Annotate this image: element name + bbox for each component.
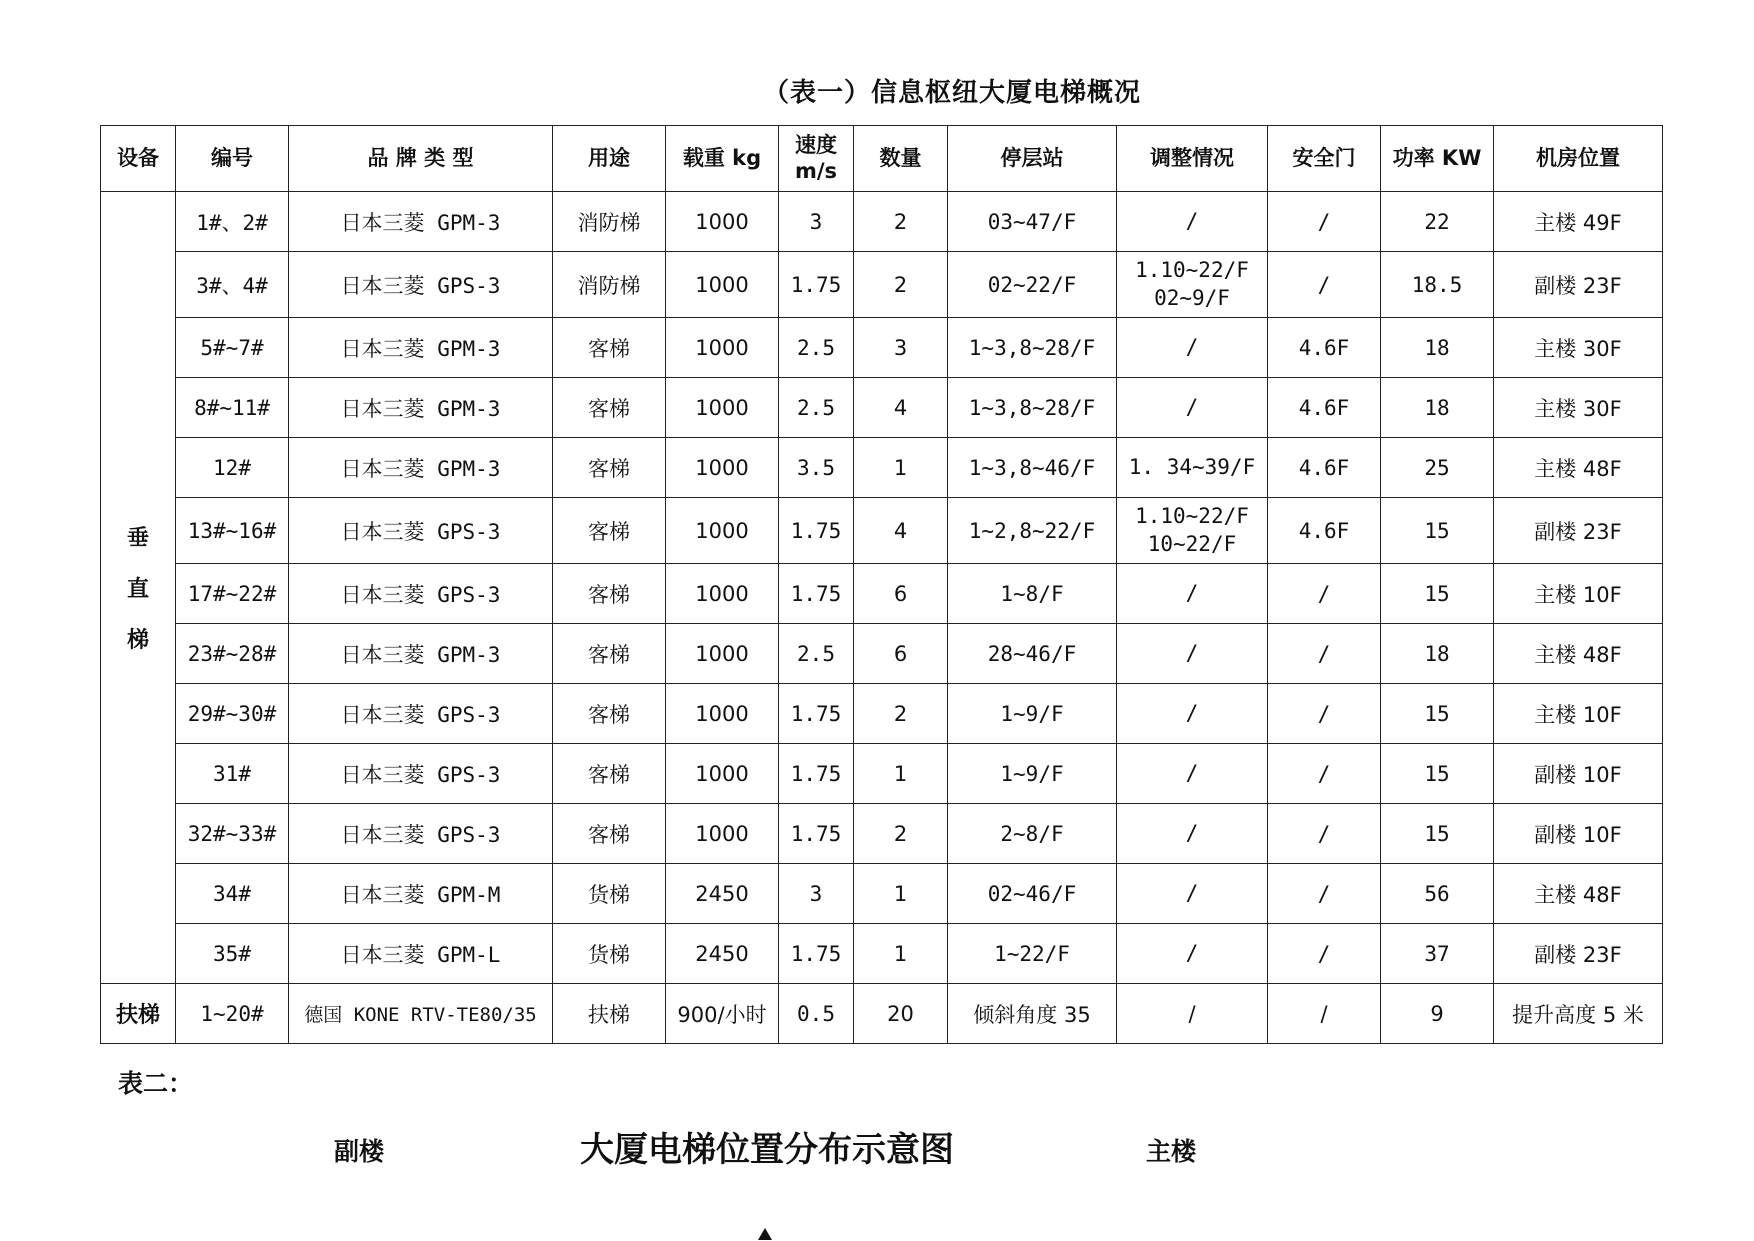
adjust-line: / xyxy=(1185,208,1199,233)
row-stops: 1~9/F xyxy=(948,684,1117,744)
row-number: 12# xyxy=(176,438,289,498)
row-stops: 02~46/F xyxy=(948,864,1117,924)
row-room: 主楼 48F xyxy=(1494,438,1663,498)
row-adjust xyxy=(1117,744,1268,804)
row-adjust xyxy=(1117,252,1268,318)
table-row xyxy=(101,564,1663,624)
row-brand: 日本三菱 GPS-3 xyxy=(289,252,553,318)
header-adjust: 调整情况 xyxy=(1117,126,1268,192)
row-brand: 日本三菱 GPS-3 xyxy=(289,744,553,804)
table2-label: 表二： xyxy=(118,1069,194,1098)
row-brand: 日本三菱 GPM-3 xyxy=(289,378,553,438)
table-row xyxy=(101,624,1663,684)
row-room: 副楼 23F xyxy=(1494,498,1663,564)
row-number: 5#~7# xyxy=(176,318,289,378)
row-speed: 2.5 xyxy=(779,624,854,684)
row-adjust xyxy=(1117,192,1268,252)
row-number: 8#~11# xyxy=(176,378,289,438)
row-stops: 02~22/F xyxy=(948,252,1117,318)
vertical-label-char: 梯 xyxy=(126,628,149,653)
row-safety: 4.6F xyxy=(1268,498,1381,564)
row-safety: 4.6F xyxy=(1268,378,1381,438)
row-room: 主楼 10F xyxy=(1494,684,1663,744)
row-room: 主楼 30F xyxy=(1494,378,1663,438)
elevator-table xyxy=(100,125,1663,1044)
row-load: 1000 xyxy=(666,318,779,378)
adjust-line: 1.10~22/F xyxy=(1135,258,1249,283)
row-qty: 4 xyxy=(854,498,948,564)
row-adjust xyxy=(1117,318,1268,378)
vertical-label-char: 直 xyxy=(126,577,149,602)
table-row xyxy=(101,378,1663,438)
row-qty: 2 xyxy=(854,684,948,744)
row-use: 客梯 xyxy=(553,378,666,438)
adjust-line: / xyxy=(1185,640,1199,665)
row-number: 31# xyxy=(176,744,289,804)
header-power: 功率 KW xyxy=(1381,126,1494,192)
adjust-line: / xyxy=(1185,394,1199,419)
row-use: 客梯 xyxy=(553,498,666,564)
row-use: 客梯 xyxy=(553,804,666,864)
row-stops: 1~3,8~46/F xyxy=(948,438,1117,498)
up-arrow-icon xyxy=(758,1228,772,1240)
row-stops: 1~2,8~22/F xyxy=(948,498,1117,564)
header-brand: 品 牌 类 型 xyxy=(289,126,553,192)
row-room: 主楼 48F xyxy=(1494,624,1663,684)
row-brand: 日本三菱 GPM-M xyxy=(289,864,553,924)
row-brand: 日本三菱 GPS-3 xyxy=(289,564,553,624)
row-safety: / xyxy=(1268,684,1381,744)
vertical-label-char: 垂 xyxy=(126,526,149,551)
row-room: 主楼 49F xyxy=(1494,192,1663,252)
row-qty: 2 xyxy=(854,192,948,252)
row-power: 22 xyxy=(1381,192,1494,252)
escalator-stops: 倾斜角度 35 xyxy=(948,984,1117,1044)
row-speed: 1.75 xyxy=(779,252,854,318)
row-qty: 1 xyxy=(854,744,948,804)
row-load: 1000 xyxy=(666,564,779,624)
diagram-title: 大厦电梯位置分布示意图 xyxy=(580,1130,954,1170)
row-safety: / xyxy=(1268,564,1381,624)
row-adjust xyxy=(1117,498,1268,564)
row-use: 客梯 xyxy=(553,744,666,804)
row-speed: 1.75 xyxy=(779,564,854,624)
adjust-line: 1. 34~39/F xyxy=(1128,454,1256,479)
row-qty: 4 xyxy=(854,378,948,438)
row-power: 15 xyxy=(1381,804,1494,864)
page-title: （表一）信息枢纽大厦电梯概况 xyxy=(762,78,1141,108)
row-use: 消防梯 xyxy=(553,252,666,318)
row-load: 2450 xyxy=(666,864,779,924)
row-qty: 1 xyxy=(854,864,948,924)
header-qty: 数量 xyxy=(854,126,948,192)
adjust-line: / xyxy=(1185,580,1199,605)
row-brand: 日本三菱 GPM-3 xyxy=(289,192,553,252)
row-room: 副楼 10F xyxy=(1494,804,1663,864)
row-stops: 1~3,8~28/F xyxy=(948,318,1117,378)
row-speed: 3 xyxy=(779,192,854,252)
row-brand: 日本三菱 GPM-L xyxy=(289,924,553,984)
row-stops: 03~47/F xyxy=(948,192,1117,252)
row-adjust xyxy=(1117,624,1268,684)
row-load: 1000 xyxy=(666,744,779,804)
row-number: 32#~33# xyxy=(176,804,289,864)
table-row xyxy=(101,864,1663,924)
row-speed: 3 xyxy=(779,864,854,924)
row-qty: 6 xyxy=(854,564,948,624)
row-brand: 日本三菱 GPS-3 xyxy=(289,498,553,564)
header-room: 机房位置 xyxy=(1494,126,1663,192)
row-adjust xyxy=(1117,378,1268,438)
adjust-line: 10~22/F xyxy=(1147,531,1237,556)
escalator-room: 提升高度 5 米 xyxy=(1494,984,1663,1044)
escalator-speed: 0.5 xyxy=(779,984,854,1044)
row-speed: 2.5 xyxy=(779,318,854,378)
row-adjust xyxy=(1117,438,1268,498)
row-load: 1000 xyxy=(666,498,779,564)
row-number: 29#~30# xyxy=(176,684,289,744)
escalator-brand: 德国 KONE RTV-TE80/35 xyxy=(289,984,553,1044)
row-use: 客梯 xyxy=(553,438,666,498)
row-brand: 日本三菱 GPS-3 xyxy=(289,804,553,864)
table-row xyxy=(101,252,1663,318)
row-power: 15 xyxy=(1381,684,1494,744)
row-number: 23#~28# xyxy=(176,624,289,684)
adjust-line: 02~9/F xyxy=(1154,285,1230,310)
table-row xyxy=(101,192,1663,252)
adjust-line: / xyxy=(1185,334,1199,359)
row-speed: 1.75 xyxy=(779,924,854,984)
row-speed: 3.5 xyxy=(779,438,854,498)
row-adjust xyxy=(1117,924,1268,984)
row-qty: 6 xyxy=(854,624,948,684)
row-load: 1000 xyxy=(666,378,779,438)
header-load: 载重 kg xyxy=(666,126,779,192)
escalator-device: 扶梯 xyxy=(101,984,176,1044)
row-power: 15 xyxy=(1381,744,1494,804)
header-safety: 安全门 xyxy=(1268,126,1381,192)
row-number: 13#~16# xyxy=(176,498,289,564)
row-power: 15 xyxy=(1381,498,1494,564)
row-safety: / xyxy=(1268,924,1381,984)
diagram-left-label: 副楼 xyxy=(334,1137,385,1166)
header-device: 设备 xyxy=(101,126,176,192)
row-power: 18 xyxy=(1381,378,1494,438)
escalator-load: 900/小时 xyxy=(666,984,779,1044)
row-brand: 日本三菱 GPM-3 xyxy=(289,438,553,498)
row-stops: 2~8/F xyxy=(948,804,1117,864)
header-speed xyxy=(779,126,854,192)
row-safety: 4.6F xyxy=(1268,438,1381,498)
escalator-row xyxy=(101,984,1663,1044)
escalator-use: 扶梯 xyxy=(553,984,666,1044)
row-power: 18 xyxy=(1381,624,1494,684)
adjust-line: 1.10~22/F xyxy=(1135,504,1249,529)
row-adjust xyxy=(1117,564,1268,624)
row-adjust xyxy=(1117,684,1268,744)
row-qty: 2 xyxy=(854,804,948,864)
table-row xyxy=(101,498,1663,564)
table-row xyxy=(101,684,1663,744)
row-speed: 1.75 xyxy=(779,744,854,804)
row-speed: 1.75 xyxy=(779,804,854,864)
row-power: 25 xyxy=(1381,438,1494,498)
row-safety: / xyxy=(1268,744,1381,804)
row-room: 主楼 48F xyxy=(1494,864,1663,924)
row-power: 56 xyxy=(1381,864,1494,924)
row-use: 客梯 xyxy=(553,684,666,744)
row-brand: 日本三菱 GPM-3 xyxy=(289,624,553,684)
row-room: 主楼 10F xyxy=(1494,564,1663,624)
header-row xyxy=(101,126,1663,192)
row-load: 1000 xyxy=(666,438,779,498)
row-number: 1#、2# xyxy=(176,192,289,252)
row-qty: 3 xyxy=(854,318,948,378)
adjust-line: / xyxy=(1185,880,1199,905)
row-safety: 4.6F xyxy=(1268,318,1381,378)
header-speed-unit: m/s xyxy=(794,158,838,183)
table-row xyxy=(101,744,1663,804)
row-qty: 2 xyxy=(854,252,948,318)
row-qty: 1 xyxy=(854,438,948,498)
adjust-line: / xyxy=(1185,940,1199,965)
row-safety: / xyxy=(1268,252,1381,318)
table-row xyxy=(101,924,1663,984)
row-load: 1000 xyxy=(666,684,779,744)
row-number: 17#~22# xyxy=(176,564,289,624)
row-room: 副楼 23F xyxy=(1494,924,1663,984)
row-load: 1000 xyxy=(666,804,779,864)
row-stops: 28~46/F xyxy=(948,624,1117,684)
row-safety: / xyxy=(1268,804,1381,864)
header-use: 用途 xyxy=(553,126,666,192)
adjust-line: / xyxy=(1185,820,1199,845)
row-power: 37 xyxy=(1381,924,1494,984)
row-use: 货梯 xyxy=(553,924,666,984)
row-stops: 1~22/F xyxy=(948,924,1117,984)
escalator-adjust: / xyxy=(1117,984,1268,1044)
row-speed: 1.75 xyxy=(779,498,854,564)
escalator-safety: / xyxy=(1268,984,1381,1044)
row-adjust xyxy=(1117,864,1268,924)
row-room: 副楼 23F xyxy=(1494,252,1663,318)
table-row xyxy=(101,804,1663,864)
row-use: 客梯 xyxy=(553,624,666,684)
escalator-power: 9 xyxy=(1381,984,1494,1044)
adjust-line: / xyxy=(1185,760,1199,785)
row-load: 2450 xyxy=(666,924,779,984)
row-power: 15 xyxy=(1381,564,1494,624)
row-stops: 1~9/F xyxy=(948,744,1117,804)
row-power: 18 xyxy=(1381,318,1494,378)
escalator-qty: 20 xyxy=(854,984,948,1044)
row-room: 副楼 10F xyxy=(1494,744,1663,804)
row-load: 1000 xyxy=(666,192,779,252)
row-brand: 日本三菱 GPM-3 xyxy=(289,318,553,378)
device-vertical-label xyxy=(101,192,176,984)
row-adjust xyxy=(1117,804,1268,864)
header-speed-label: 速度 xyxy=(795,133,837,158)
row-use: 客梯 xyxy=(553,564,666,624)
header-stops: 停层站 xyxy=(948,126,1117,192)
row-use: 客梯 xyxy=(553,318,666,378)
diagram-right-label: 主楼 xyxy=(1146,1137,1197,1166)
row-number: 35# xyxy=(176,924,289,984)
row-number: 3#、4# xyxy=(176,252,289,318)
row-safety: / xyxy=(1268,624,1381,684)
row-use: 货梯 xyxy=(553,864,666,924)
row-speed: 2.5 xyxy=(779,378,854,438)
row-power: 18.5 xyxy=(1381,252,1494,318)
row-safety: / xyxy=(1268,864,1381,924)
row-stops: 1~8/F xyxy=(948,564,1117,624)
escalator-number: 1~20# xyxy=(176,984,289,1044)
adjust-line: / xyxy=(1185,700,1199,725)
table-row xyxy=(101,318,1663,378)
row-brand: 日本三菱 GPS-3 xyxy=(289,684,553,744)
row-speed: 1.75 xyxy=(779,684,854,744)
row-qty: 1 xyxy=(854,924,948,984)
table-row xyxy=(101,438,1663,498)
row-use: 消防梯 xyxy=(553,192,666,252)
row-load: 1000 xyxy=(666,252,779,318)
row-load: 1000 xyxy=(666,624,779,684)
row-room: 主楼 30F xyxy=(1494,318,1663,378)
row-number: 34# xyxy=(176,864,289,924)
row-safety: / xyxy=(1268,192,1381,252)
row-stops: 1~3,8~28/F xyxy=(948,378,1117,438)
header-number: 编号 xyxy=(176,126,289,192)
